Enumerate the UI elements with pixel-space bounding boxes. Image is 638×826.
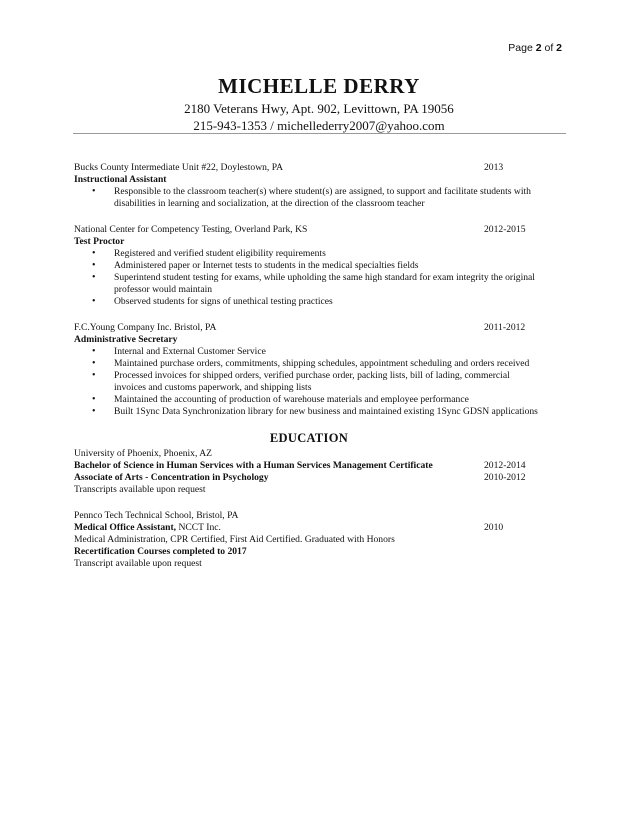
duty-text: Superintend student testing for exams, while upholding the same high standard for exam integrity the original professor would maintain (114, 272, 535, 295)
resume-header (0, 74, 638, 134)
degree-row (74, 472, 544, 484)
job-duties-list (74, 248, 544, 308)
education-heading: EDUCATION (269, 431, 349, 445)
job-entry (74, 162, 544, 210)
job-header-row (74, 224, 544, 236)
school-name: Pennco Tech Technical School, Bristol, PA (74, 510, 239, 521)
job-header-row (74, 322, 544, 334)
bullet-icon: • (92, 346, 96, 357)
education-entry (74, 448, 544, 496)
page-total: 2 (556, 42, 562, 54)
degree-name: Associate of Arts - Concentration in Psychology (74, 472, 269, 483)
header-divider (73, 133, 566, 134)
job-entry (74, 224, 544, 308)
job-entry (74, 322, 544, 418)
bullet-icon: • (92, 406, 96, 417)
degree-dates: 2010-2012 (484, 472, 526, 483)
list-item (74, 358, 544, 370)
list-item (74, 260, 544, 272)
degree-row (74, 460, 544, 472)
list-item (74, 296, 544, 308)
transcript-note: Transcripts available upon request (74, 484, 206, 495)
duty-text: Maintained the accounting of production of warehouse materials and employee performance (114, 394, 469, 405)
transcript-note: Transcript available upon request (74, 558, 202, 569)
resume-body (74, 162, 544, 584)
job-employer: F.C.Young Company Inc. Bristol, PA (74, 322, 217, 333)
bullet-icon: • (92, 272, 96, 283)
list-item (74, 370, 544, 394)
list-item (74, 406, 544, 418)
program-details: Medical Administration, CPR Certified, First Aid Certified. Graduated with Honors (74, 534, 395, 545)
bullet-icon: • (92, 296, 96, 307)
program-title: Medical Office Assistant, (74, 522, 177, 533)
page-label-prefix: Page (508, 42, 536, 54)
bullet-icon: • (92, 358, 96, 369)
duty-text: Observed students for signs of unethical testing practices (114, 296, 333, 307)
duty-text: Built 1Sync Data Synchronization library for new business and maintained existing 1Sync GDSN applications (114, 406, 538, 417)
job-duties-list (74, 186, 544, 210)
list-item (74, 186, 544, 210)
job-duties-list (74, 346, 544, 418)
job-title: Instructional Assistant (74, 174, 167, 185)
degree-name: Bachelor of Science in Human Services with a Human Services Management Certificate (74, 460, 433, 471)
list-item (74, 394, 544, 406)
job-title: Administrative Secretary (74, 334, 178, 345)
page-current: 2 (535, 42, 542, 54)
school-name: University of Phoenix, Phoenix, AZ (74, 448, 213, 459)
bullet-icon: • (92, 370, 96, 381)
job-title: Test Proctor (74, 236, 125, 247)
program-provider: NCCT Inc. (176, 522, 221, 533)
duty-text: Registered and verified student eligibility requirements (114, 248, 326, 259)
job-dates: 2011-2012 (484, 322, 526, 333)
page-number (508, 42, 562, 54)
page-label-of: of (541, 42, 557, 54)
degree-dates: 2010 (484, 522, 504, 533)
bullet-icon: • (92, 186, 96, 197)
job-header-row (74, 162, 544, 174)
duty-text: Processed invoices for shipped orders, verified purchase order, packing lists, bill of lading, commercial invoices and customs paperwork, and shipping lists (114, 370, 510, 393)
duty-text: Responsible to the classroom teacher(s) where student(s) are assigned, to support and facilitate students with disabilities in learning and socialization, at the direction of the classroom teacher (114, 186, 531, 209)
duty-text: Administered paper or Internet tests to students in the medical specialties fields (114, 260, 419, 271)
list-item (74, 248, 544, 260)
job-employer: Bucks County Intermediate Unit #22, Doylestown, PA (74, 162, 284, 173)
degree-dates: 2012-2014 (484, 460, 526, 471)
degree-row (74, 522, 544, 534)
bullet-icon: • (92, 260, 96, 271)
program-name (74, 522, 221, 534)
recertification: Recertification Courses completed to 2017 (74, 546, 247, 557)
education-entry (74, 510, 544, 570)
bullet-icon: • (92, 394, 96, 405)
duty-text: Internal and External Customer Service (114, 346, 266, 357)
duty-text: Maintained purchase orders, commitments, shipping schedules, appointment scheduling and orders received (114, 358, 530, 369)
candidate-contact: 215-943-1353 / michellederry2007@yahoo.com (193, 118, 445, 133)
bullet-icon: • (92, 248, 96, 259)
job-employer: National Center for Competency Testing, Overland Park, KS (74, 224, 308, 235)
list-item (74, 346, 544, 358)
candidate-address: 2180 Veterans Hwy, Apt. 902, Levittown, PA 19056 (184, 101, 454, 116)
job-dates: 2013 (484, 162, 504, 173)
list-item (74, 272, 544, 296)
candidate-name: MICHELLE DERRY (218, 74, 420, 98)
job-dates: 2012-2015 (484, 224, 526, 235)
